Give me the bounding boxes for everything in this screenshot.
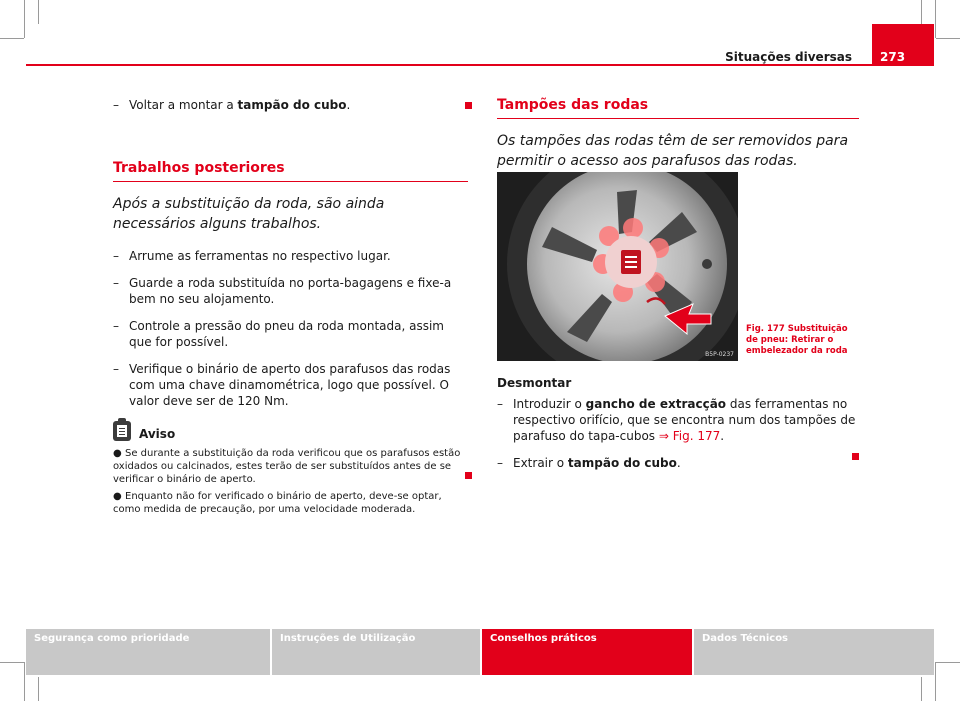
crop-mark	[935, 662, 936, 701]
clipboard-note-icon	[113, 421, 131, 441]
note-title: Aviso	[139, 427, 176, 441]
crop-mark	[24, 662, 25, 701]
footer-tab-instructions[interactable]: Instruções de Utilização	[272, 629, 480, 675]
section-end-mark	[852, 453, 859, 460]
list-item: – Guarde a roda substituída no porta-bagagens e fixe-a bem no seu alojamento.	[113, 276, 452, 306]
wheel-photo-illustration	[497, 172, 738, 361]
list-item: – Controle a pressão do pneu da roda montada, assim que for possível.	[113, 319, 444, 349]
section-intro-follow-up: Após a substituição da roda, são ainda necessários alguns trabalhos.	[113, 196, 385, 232]
crop-mark	[38, 0, 39, 24]
subheading-remove: Desmontar	[497, 376, 572, 390]
crop-mark	[38, 677, 39, 701]
figure-caption: Fig. 177 Substituição de pneu: Retirar o embelezador da roda	[746, 324, 848, 356]
header-rule	[26, 64, 934, 66]
list-item-reassemble: – Voltar a montar a tampão do cubo.	[113, 98, 351, 112]
section-title-follow-up: Trabalhos posteriores	[113, 160, 468, 182]
wheel-cap-figure	[497, 172, 738, 361]
crop-mark	[24, 0, 25, 38]
list-item-extract-cap: – Extrair o tampão do cubo.	[497, 456, 681, 470]
crop-mark	[936, 662, 960, 663]
term-extraction-hook: gancho de extracção	[585, 397, 727, 411]
list-item: – Arrume as ferramentas no respectivo lugar.	[113, 249, 391, 263]
list-item: – Verifique o binário de aperto dos parafusos das rodas com uma chave dinamométrica, logo que possível. O valor deve ser de 120 Nm.	[113, 362, 451, 408]
crop-mark	[921, 677, 922, 701]
figure-code: B5P-0237	[705, 351, 734, 358]
note-item: ● Enquanto não for verificado o binário de aperto, deve-se optar, como medida de precaução, por uma velocidade moderada.	[113, 491, 442, 515]
section-intro-wheel-caps: Os tampões das rodas têm de ser removidos para permitir o acesso aos parafusos das rodas.	[497, 133, 849, 169]
list-item-insert-hook: – Introduzir o gancho de extracção das ferramentas no respectivo orifício, que se encontra num dos tampões de parafuso do tapa-cubos ⇒ Fig. 177.	[497, 397, 856, 443]
section-end-mark	[465, 472, 472, 479]
note-item: ● Se durante a substituição da roda verificou que os parafusos estão oxidados ou calcinados, estes terão de ser substituídos antes de se verificar o binário de aperto.	[113, 448, 461, 485]
crop-mark	[936, 38, 960, 39]
footer-tab-safety[interactable]: Segurança como prioridade	[26, 629, 270, 675]
crop-mark	[935, 0, 936, 38]
right-lower-text	[497, 376, 859, 482]
footer-tab-technical-data[interactable]: Dados Técnicos	[694, 629, 934, 675]
crop-mark	[0, 38, 24, 39]
crop-mark	[921, 0, 922, 24]
running-header-title: Situações diversas	[725, 50, 852, 64]
crop-mark	[0, 662, 24, 663]
figure-reference-link[interactable]: ⇒ Fig. 177	[658, 429, 721, 443]
footer-tab-practical-advice[interactable]: Conselhos práticos	[482, 629, 692, 675]
section-end-mark	[465, 102, 472, 109]
term-hub-cap: tampão do cubo	[567, 456, 677, 470]
left-column	[113, 97, 468, 520]
section-title-wheel-caps: Tampões das rodas	[497, 97, 859, 119]
term-hub-cap: tampão do cubo	[237, 98, 347, 112]
page-number: 273	[872, 24, 934, 66]
note-header	[113, 421, 468, 441]
